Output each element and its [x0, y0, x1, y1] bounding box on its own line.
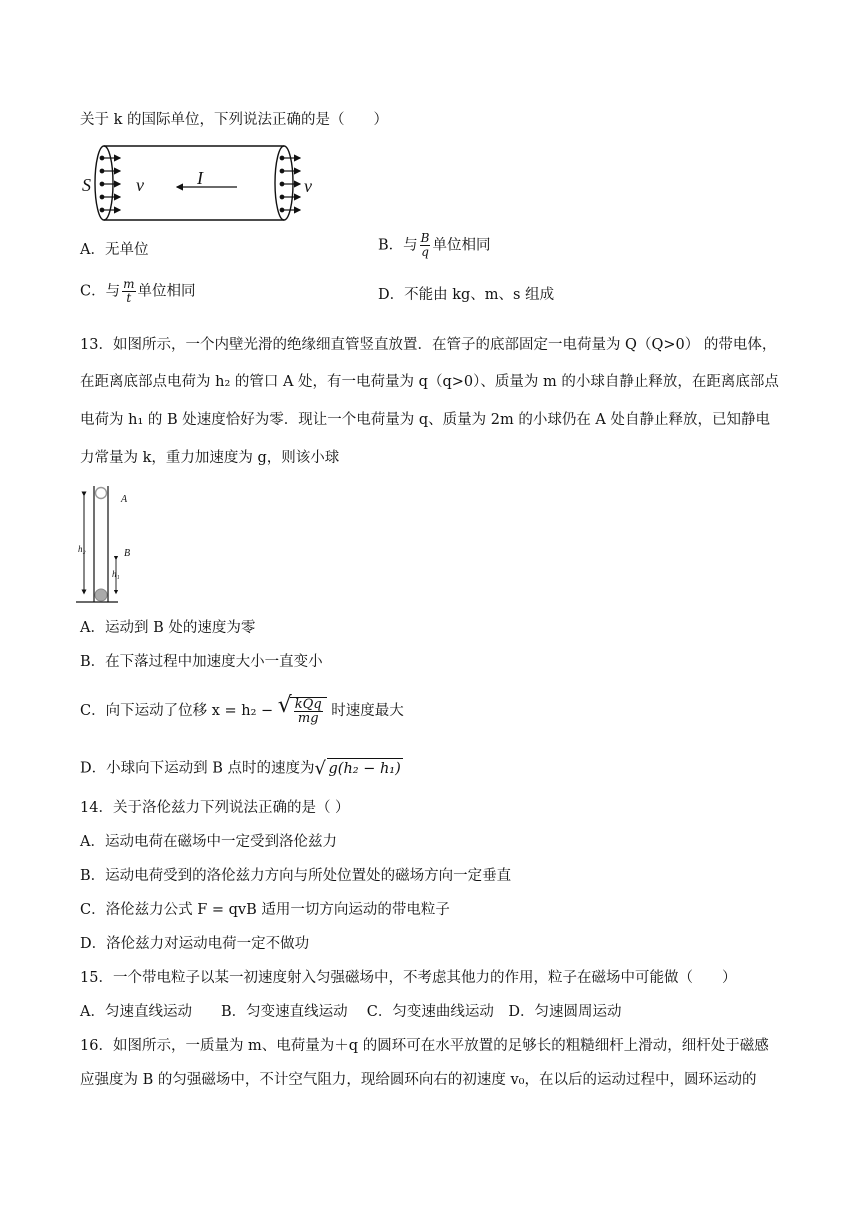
- label-v-right: v: [304, 176, 312, 196]
- q14-option-c: C．洛伦兹力公式 F = qvB 适用一切方向运动的带电粒子: [80, 902, 450, 918]
- q12-c-prefix: C．与: [80, 283, 121, 300]
- q12-option-a: A．无单位: [80, 242, 149, 258]
- q12-b-num: B: [420, 231, 430, 245]
- q13-d-rad: g(h₂ − h₁): [327, 758, 403, 779]
- q12-c-fraction: [122, 278, 135, 305]
- tube-figure: [74, 484, 144, 606]
- q13-c-prefix: C．向下运动了位移 x = h₂ −: [80, 703, 274, 719]
- q13-c-den: mg: [297, 711, 319, 726]
- q12-b-prefix: B．与: [378, 237, 418, 254]
- q14-stem: 14．关于洛伦兹力下列说法正确的是（ ）: [80, 800, 350, 816]
- q13-option-d: [80, 758, 403, 779]
- q13-d-prefix: D．小球向下运动到 B 点时的速度为: [80, 760, 315, 777]
- q12-option-b: [378, 232, 490, 259]
- q13-option-a: A．运动到 B 处的速度为零: [80, 620, 256, 636]
- q12-c-suffix: 单位相同: [137, 283, 196, 300]
- q13-line-3: 电荷为 h₁ 的 B 处速度恰好为零．现让一个电荷量为 q、质量为 2m 的小球仍在 A 处自静止释放，已知静电: [80, 412, 771, 428]
- q16-line-1: 16．如图所示，一质量为 m、电荷量为＋q 的圆环可在水平放置的足够长的粗糙细杆上滑动，细杆处于磁感: [80, 1038, 769, 1054]
- tube-label-A: A: [121, 494, 128, 505]
- q13-d-sqrt: √ g(h₂ − h₁): [314, 758, 401, 779]
- q14-option-b: B．运动电荷受到的洛伦兹力方向与所处位置处的磁场方向一定垂直: [80, 868, 512, 884]
- q14-option-a: A．运动电荷在磁场中一定受到洛伦兹力: [80, 834, 337, 850]
- tube-label-h1: h₁: [112, 569, 120, 579]
- label-I: I: [197, 168, 203, 188]
- q13-line-2: 在距离底部点电荷为 h₂ 的管口 A 处，有一电荷量为 q（q>0）、质量为 m 的小球自静止释放，在距离底部点: [80, 374, 779, 390]
- q13-c-num: kQq: [294, 697, 322, 712]
- q14-option-d: D．洛伦兹力对运动电荷一定不做功: [80, 936, 310, 952]
- q12-option-c: [80, 278, 196, 305]
- q16-line-2: 应强度为 B 的匀强磁场中，不计空气阻力，现给圆环向右的初速度 v₀，在以后的运动过程中，圆环运动的: [80, 1072, 757, 1088]
- q13-line-1: 13．如图所示，一个内壁光滑的绝缘细直管竖直放置．在管子的底部固定一电荷量为 Q（Q>0） 的带电体，: [80, 337, 777, 353]
- conductor-figure: [82, 140, 322, 225]
- label-v-left: v: [136, 175, 144, 195]
- q12-b-fraction: [420, 232, 431, 259]
- q13-option-b: B．在下落过程中加速度大小一直变小: [80, 654, 323, 670]
- q13-line-4: 力常量为 k，重力加速度为 g，则该小球: [80, 450, 340, 466]
- q12-c-den: t: [126, 291, 132, 305]
- q12-c-num: m: [123, 277, 135, 291]
- tube-label-h2: h₂: [78, 544, 86, 554]
- q13-c-suffix: 时速度最大: [331, 703, 404, 719]
- q13-c-sqrt: √ $\frac{\text{kQq}}{mg}$: [278, 697, 327, 725]
- q12-b-suffix: 单位相同: [432, 237, 491, 254]
- q15-options: A．匀速直线运动 B．匀变速直线运动 C．匀变速曲线运动 D．匀速圆周运动: [80, 1004, 622, 1020]
- q13-option-c: [80, 693, 404, 726]
- label-S: S: [82, 175, 91, 195]
- q12-stem: 关于 k 的国际单位，下列说法正确的是（ ）: [80, 112, 389, 128]
- q12-b-den: q: [421, 245, 429, 259]
- q12-option-d: D．不能由 kg、m、s 组成: [378, 287, 555, 303]
- q15-stem: 15．一个带电粒子以某一初速度射入匀强磁场中，不考虑其他力的作用，粒子在磁场中可能做（ ）: [80, 970, 737, 986]
- tube-label-B: B: [124, 548, 131, 559]
